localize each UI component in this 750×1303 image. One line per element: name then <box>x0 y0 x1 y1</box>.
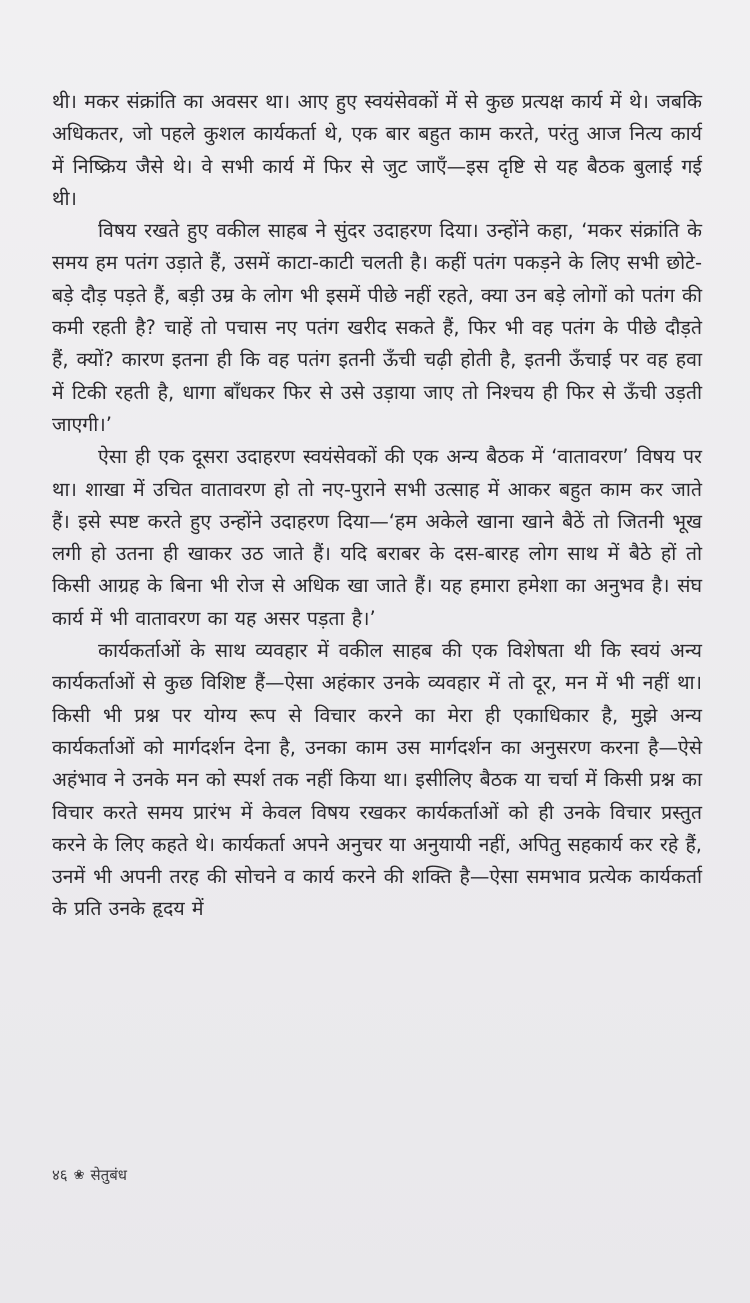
page-number: ४६ <box>52 1166 68 1184</box>
page-footer <box>52 1165 127 1185</box>
paragraph-atmosphere-example: ऐसा ही एक दूसरा उदाहरण स्वयंसेवकों की एक अन्य बैठक में ‘वातावरण’ विषय पर था। शाखा में उचित वातावरण हो तो नए-पुराने सभी उत्साह में आकर बहुत काम कर जाते हैं। इसे स्पष्ट करते हुए उन्होंने उदाहरण दिया—‘हम अकेले खाना खाने बैठें तो जितनी भूख लगी हो उतना ही खाकर उठ जाते हैं। यदि बराबर के दस-बारह लोग साथ में बैठे हों तो किसी आग्रह के बिना भी रोज से अधिक खा जाते हैं। यह हमारा हमेशा का अनुभव है। संघ कार्य में भी वातावरण का यह असर पड़ता है।’ <box>52 445 702 630</box>
paragraph-continuation: थी। मकर संक्रांति का अवसर था। आए हुए स्वयंसेवकों में से कुछ प्रत्यक्ष कार्य में थे। जबकि अधिकतर, जो पहले कुशल कार्यकर्ता थे, एक बार बहुत काम करते, परंतु आज नित्य कार्य में निष्क्रिय जैसे थे। वे सभी कार्य में फिर से जुट जाएँ—इस दृष्टि से यह बैठक बुलाई गई थी। <box>52 90 702 210</box>
flower-ornament-icon: ❀ <box>73 1167 85 1183</box>
paragraph-kite-example: विषय रखते हुए वकील साहब ने सुंदर उदाहरण दिया। उन्होंने कहा, ‘मकर संक्रांति के समय हम पतंग उड़ाते हैं, उसमें काटा-काटी चलती है। कहीं पतंग पकड़ने के लिए सभी छोटे-बड़े दौड़ पड़ते हैं, बड़ी उम्र के लोग भी इसमें पीछे नहीं रहते, क्या उन बड़े लोगों को पतंग की कमी रहती है? चाहें तो पचास नए पतंग खरीद सकते हैं, फिर भी वह पतंग के पीछे दौड़ते हैं, क्यों? कारण इतना ही कि वह पतंग इतनी ऊँची चढ़ी होती है, इतनी ऊँचाई पर वह हवा में टिकी रहती है, धागा बाँधकर फिर से उसे उड़ाया जाए तो निश्चय ही फिर से ऊँची उड़ती जाएगी।’ <box>52 219 702 436</box>
paragraph-worker-behaviour: कार्यकर्ताओं के साथ व्यवहार में वकील साहब की एक विशेषता थी कि स्वयं अन्य कार्यकर्ताओं से कुछ विशिष्ट हैं—ऐसा अहंकार उनके व्यवहार में तो दूर, मन में भी नहीं था। किसी भी प्रश्न पर योग्य रूप से विचार करने का मेरा ही एकाधिकार है, मुझे अन्य कार्यकर्ताओं को मार्गदर्शन देना है, उनका काम उस मार्गदर्शन का अनुसरण करना है—ऐसे अहंभाव ने उनके मन को स्पर्श तक नहीं किया था। इसीलिए बैठक या चर्चा में किसी प्रश्न का विचार करते समय प्रारंभ में केवल विषय रखकर कार्यकर्ताओं को ही उनके विचार प्रस्तुत करने के लिए कहते थे। कार्यकर्ता अपने अनुचर या अनुयायी नहीं, अपितु सहकार्य कर रहे हैं, उनमें भी अपनी तरह की सोचने व कार्य करने की शक्ति है—ऐसा समभाव प्रत्येक कार्यकर्ता के प्रति उनके हृदय में <box>52 639 702 921</box>
book-title: सेतुबंध <box>90 1166 127 1184</box>
body-text <box>52 86 702 926</box>
